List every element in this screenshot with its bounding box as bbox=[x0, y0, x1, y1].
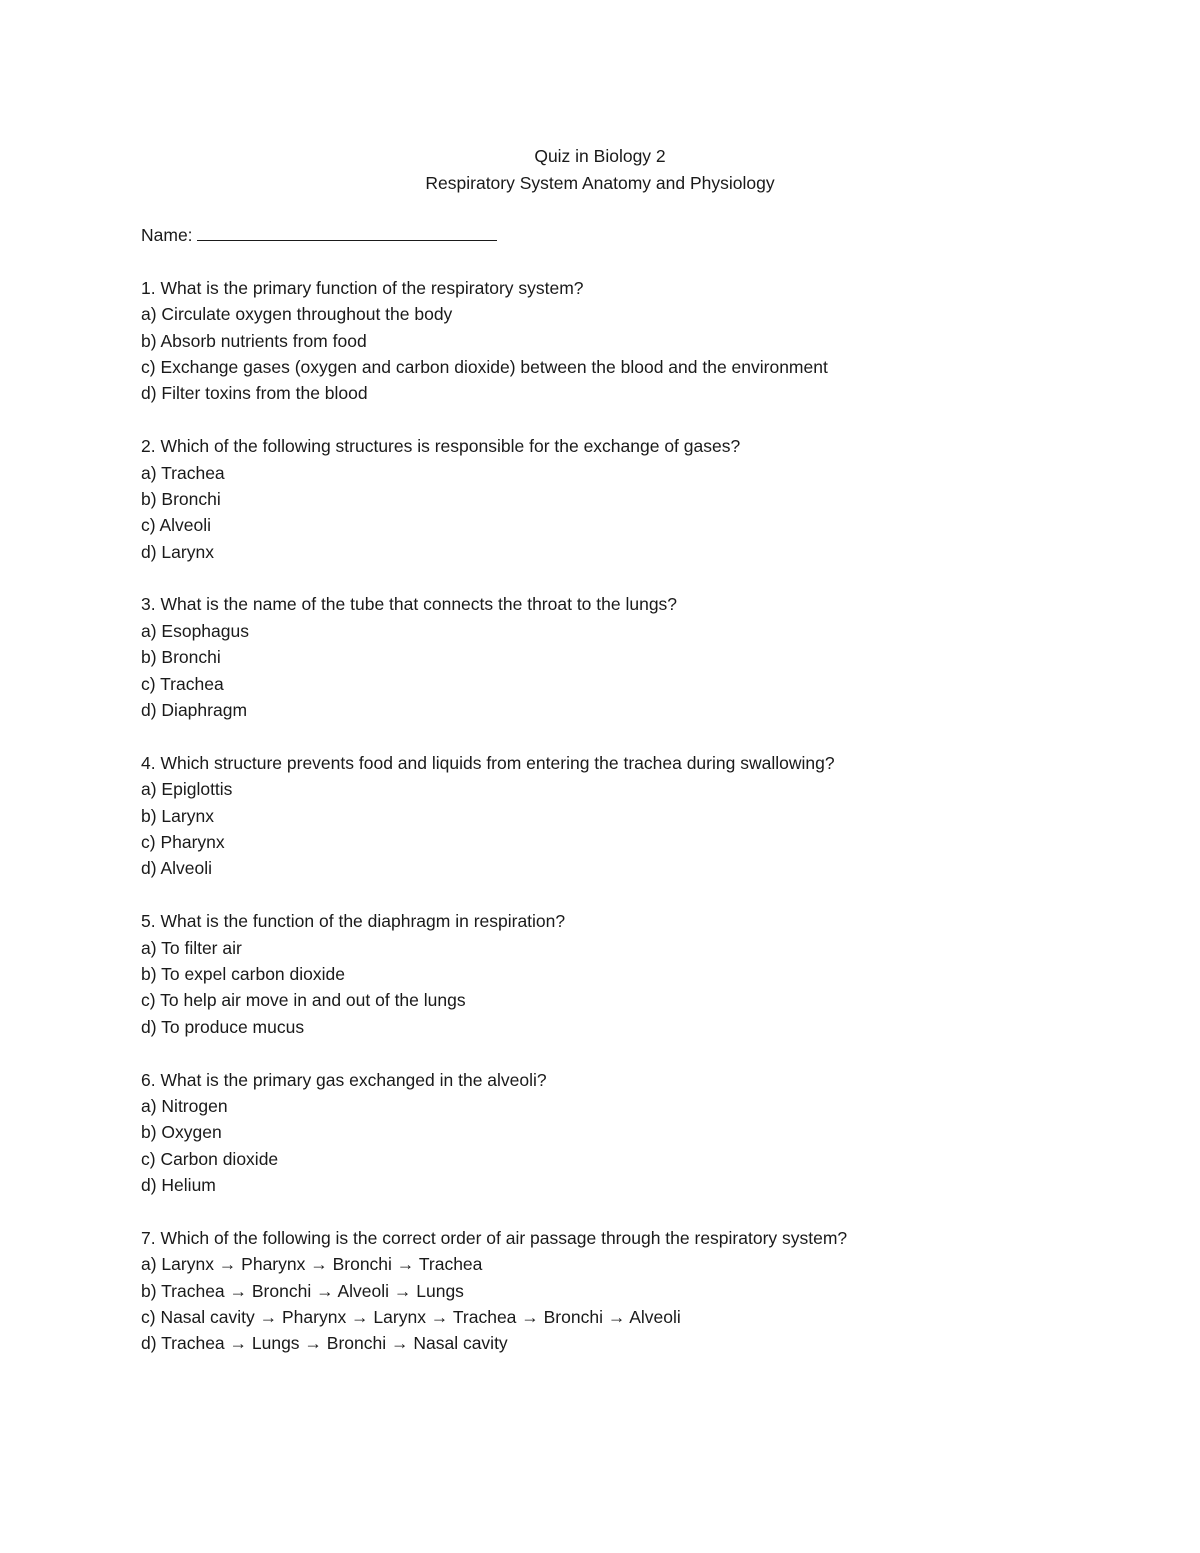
question-block bbox=[141, 275, 1141, 407]
answer-option: c) Trachea bbox=[141, 673, 224, 694]
question-block bbox=[141, 750, 1141, 882]
answer-option: a) Circulate oxygen throughout the body bbox=[141, 304, 453, 325]
answer-option: b) Larynx bbox=[141, 805, 214, 826]
answer-option: d) Alveoli bbox=[141, 858, 213, 879]
answer-option: b) Bronchi bbox=[141, 647, 221, 668]
answer-option: d) Filter toxins from the blood bbox=[141, 383, 368, 404]
question-text: 7. Which of the following is the correct order of air passage through the respiratory system? bbox=[141, 1227, 848, 1248]
quiz-title: Quiz in Biology 2 bbox=[534, 146, 666, 166]
question-block bbox=[141, 1225, 1141, 1357]
name-label: Name: bbox=[141, 225, 193, 245]
question-block bbox=[141, 591, 1141, 723]
answer-option: a) Nitrogen bbox=[141, 1095, 228, 1116]
answer-option: a) Larynx → Pharynx → Bronchi → Trachea bbox=[141, 1254, 483, 1275]
answer-option: b) Oxygen bbox=[141, 1122, 222, 1143]
answer-option: d) Larynx bbox=[141, 541, 214, 562]
name-blank-line[interactable] bbox=[197, 223, 497, 241]
name-row bbox=[141, 222, 1141, 248]
answer-option: d) Helium bbox=[141, 1175, 216, 1196]
question-text: 6. What is the primary gas exchanged in the alveoli? bbox=[141, 1069, 547, 1090]
answer-option: c) Carbon dioxide bbox=[141, 1148, 279, 1169]
answer-option: c) Nasal cavity → Pharynx → Larynx → Trachea → Bronchi → Alveoli bbox=[141, 1307, 681, 1328]
question-text: 1. What is the primary function of the respiratory system? bbox=[141, 277, 584, 298]
question-text: 5. What is the function of the diaphragm in respiration? bbox=[141, 911, 566, 932]
answer-option: c) To help air move in and out of the lungs bbox=[141, 990, 466, 1011]
answer-option: b) To expel carbon dioxide bbox=[141, 963, 345, 984]
answer-option: b) Bronchi bbox=[141, 488, 221, 509]
answer-option: a) Trachea bbox=[141, 462, 225, 483]
quiz-subtitle: Respiratory System Anatomy and Physiology bbox=[425, 172, 775, 193]
quiz-body bbox=[141, 222, 1141, 1357]
answer-option: b) Absorb nutrients from food bbox=[141, 330, 367, 351]
question-block bbox=[141, 908, 1141, 1040]
answer-option: d) Diaphragm bbox=[141, 700, 248, 721]
answer-option: c) Pharynx bbox=[141, 831, 225, 852]
answer-option: a) Esophagus bbox=[141, 620, 249, 641]
answer-option: a) To filter air bbox=[141, 937, 242, 958]
question-block bbox=[141, 1067, 1141, 1199]
question-text: 4. Which structure prevents food and liquids from entering the trachea during swallowing? bbox=[141, 752, 835, 773]
answer-option: d) Trachea → Lungs → Bronchi → Nasal cavity bbox=[141, 1333, 508, 1354]
question-text: 2. Which of the following structures is responsible for the exchange of gases? bbox=[141, 436, 741, 457]
answer-option: d) To produce mucus bbox=[141, 1016, 305, 1037]
answer-option: b) Trachea → Bronchi → Alveoli → Lungs bbox=[141, 1280, 464, 1301]
answer-option: a) Epiglottis bbox=[141, 779, 233, 800]
quiz-header bbox=[0, 143, 1200, 196]
question-block bbox=[141, 433, 1141, 565]
answer-option: c) Alveoli bbox=[141, 515, 212, 536]
question-text: 3. What is the name of the tube that connects the throat to the lungs? bbox=[141, 594, 678, 615]
answer-option: c) Exchange gases (oxygen and carbon dioxide) between the blood and the environment bbox=[141, 356, 828, 377]
